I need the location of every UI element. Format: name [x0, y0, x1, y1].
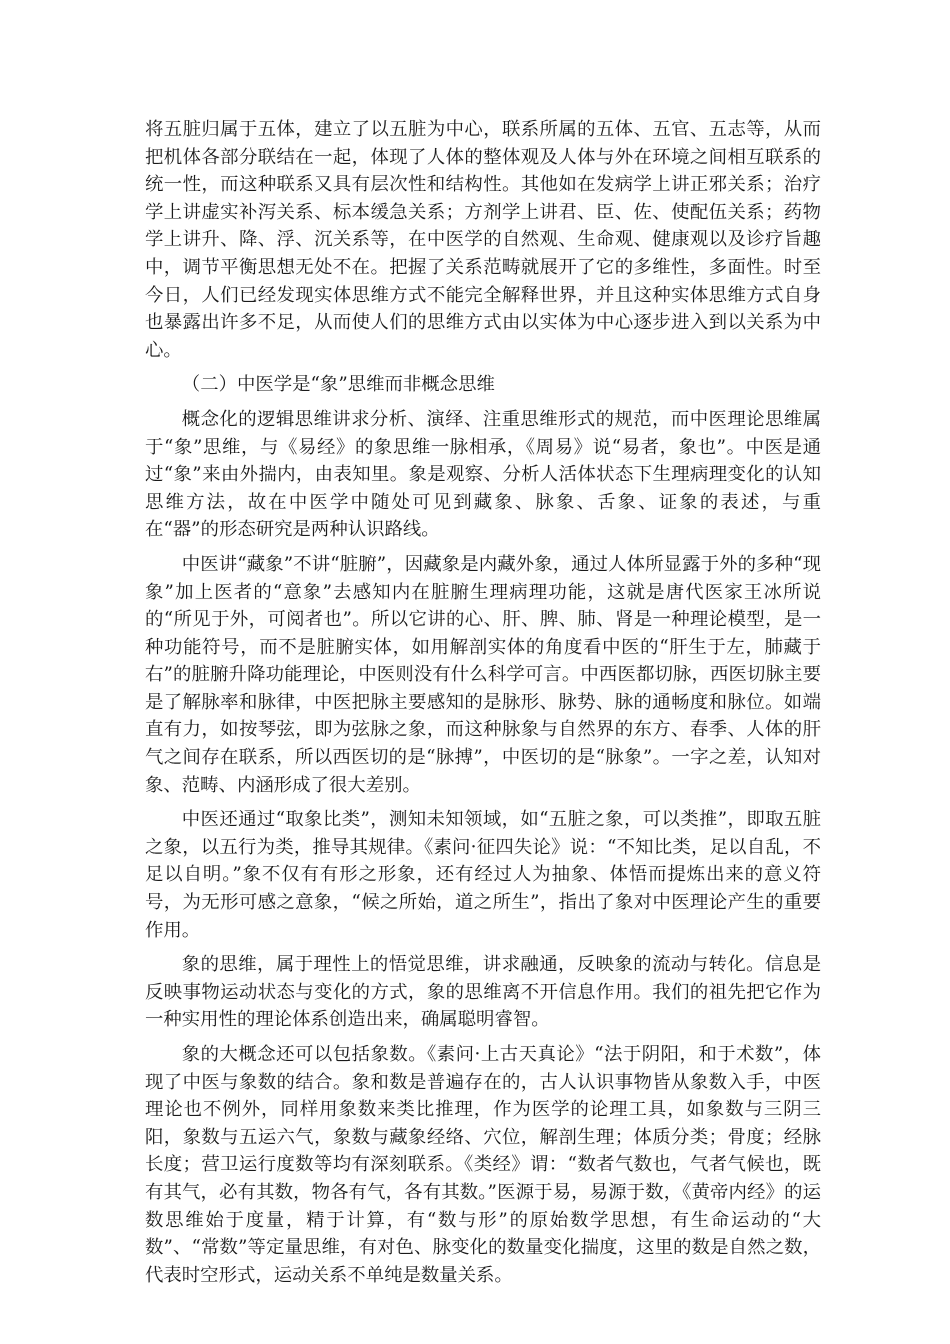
paragraph-zangxiang: 中医讲“藏象”不讲“脏腑”，因藏象是内藏外象，通过人体所显露于外的多种“现象”加上医者的“意象”去感知内在脏腑生理病理功能，这就是唐代医家王冰所说的“所见于外，可阅者也”。所以它讲的心、肝、脾、肺、肾是一种理论模型，是一种功能符号，而不是脏腑实体，如用解剖实体的角度看中医的“肝生于左，肺藏于右”的脏腑升降功能理论，中医则没有什么科学可言。中西医都切脉，西医切脉主要是了解脉率和脉律，中医把脉主要感知的是脉形、脉势、脉的通畅度和脉位。如端直有力，如按琴弦，即为弦脉之象，而这种脉象与自然界的东方、春季、人体的肝气之间存在联系，所以西医切的是“脉搏”，中医切的是“脉象”。一字之差，认知对象、范畴、内涵形成了很大差别。 — [145, 553, 821, 796]
document-body — [145, 116, 821, 1296]
paragraph-relations: 将五脏归属于五体，建立了以五脏为中心，联系所属的五体、五官、五志等，从而把机体各部分联结在一起，体现了人体的整体观及人体与外在环境之间相互联系的统一性，而这种联系又具有层次性和结构性。其他如在发病学上讲正邪关系；治疗学上讲虚实补泻关系、标本缓急关系；方剂学上讲君、臣、佐、使配伍关系；药物学上讲升、降、浮、沉关系等，在中医学的自然观、生命观、健康观以及诊疗旨趣中，调节平衡思想无处不在。把握了关系范畴就展开了它的多维性，多面性。时至今日，人们已经发现实体思维方式不能完全解释世界，并且这种实体思维方式自身也暴露出许多不足，从而使人们的思维方式由以实体为中心逐步进入到以关系为中心。 — [145, 119, 821, 361]
paragraph-analogy: 中医还通过“取象比类”，测知未知领域，如“五脏之象，可以类推”，即取五脏之象，以五行为类，推导其规律。《素问·征四失论》说：“不知比类，足以自乱，不足以自明。”象不仅有有形之形象，还有经过人为抽象、体悟而提炼出来的意义符号，为无形可感之意象，“候之所始，道之所生”，指出了象对中医理论产生的重要作用。 — [145, 809, 821, 941]
section-heading: （二）中医学是“象”思维而非概念思维 — [181, 374, 495, 396]
paragraph-xiang-thinking: 象的思维，属于理性上的悟觉思维，讲求融通，反映象的流动与转化。信息是反映事物运动状态与变化的方式，象的思维离不开信息作用。我们的祖先把它作为一种实用性的理论体系创造出来，确属聪明睿智。 — [145, 954, 821, 1031]
paragraph-xiangshu: 象的大概念还可以包括象数。《素问·上古天真论》“法于阴阳，和于术数”，体现了中医与象数的结合。象和数是普遍存在的，古人认识事物皆从象数入手，中医理论也不例外，同样用象数来类比推理，作为医学的论理工具，如象数与三阴三阳，象数与五运六气，象数与藏象经络、穴位，解剖生理；体质分类；骨度；经脉长度；营卫运行度数等均有深刻联系。《类经》谓：“数者气数也，气者气候也，既有其气，必有其数，物各有气，各有其数。”医源于易，易源于数，《黄帝内经》的运数思维始于度量，精于计算，有“数与形”的原始数学思想，有生命运动的“大数”、“常数”等定量思维，有对色、脉变化的数量变化揣度，这里的数是自然之数，代表时空形式，运动关系不单纯是数量关系。 — [145, 1044, 821, 1286]
paragraph-concept-thinking: 概念化的逻辑思维讲求分析、演绎、注重思维形式的规范，而中医理论思维属于“象”思维，与《易经》的象思维一脉相承，《周易》说“易者，象也”。中医是通过“象”来由外揣内，由表知里。象是观察、分析人活体状态下生理病理变化的认知思维方法，故在中医学中随处可见到藏象、脉象、舌象、证象的表述，与重在“器”的形态研究是两种认识路线。 — [145, 408, 821, 541]
